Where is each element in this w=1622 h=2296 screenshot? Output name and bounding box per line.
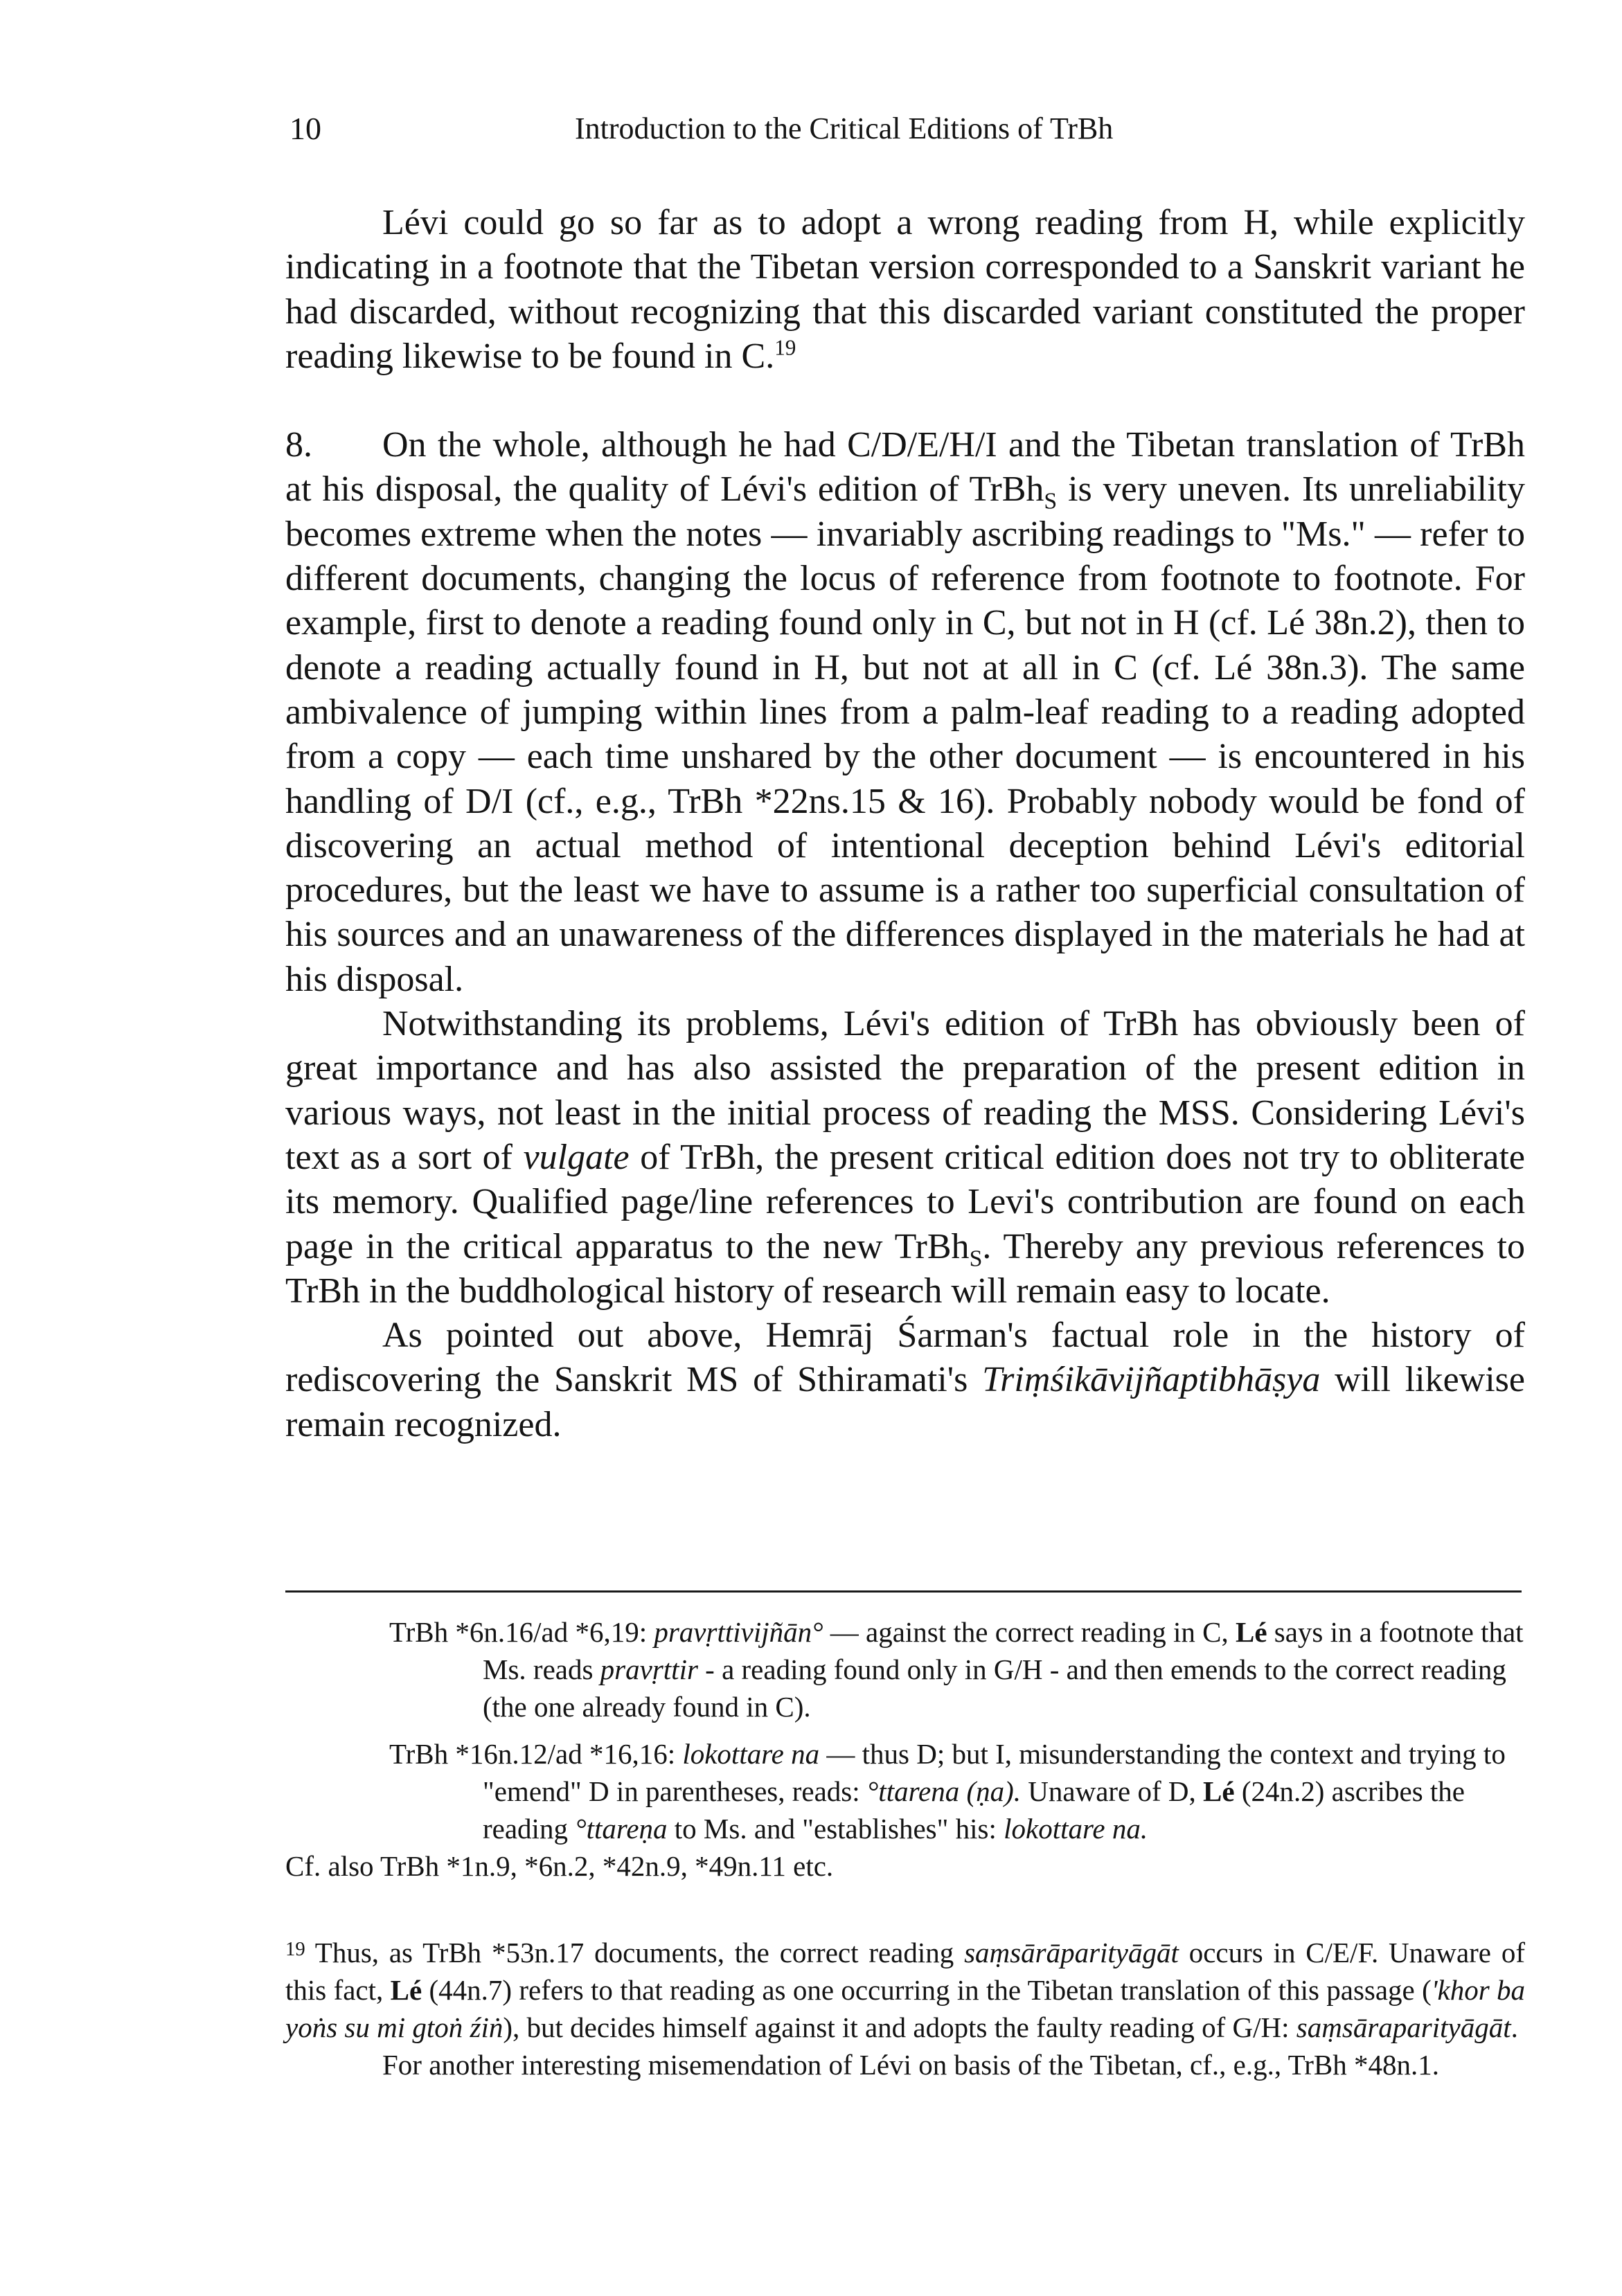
- note-cf-also: Cf. also TrBh *1n.9, *6n.2, *42n.9, *49n.11 etc.: [285, 1850, 834, 1882]
- note-trbh-16n12: TrBh *16n.12/ad *16,16: lokottare na — thus D; but I, misunderstanding the context and trying to "emend" D in parentheses, reads: °ttarena (ṇa). Unaware of D, Lé (24n.2) ascribes the reading °ttareṇa to Ms. and "establishes" his: lokottare na.: [389, 1738, 1506, 1845]
- footnote-19-continued: For another interesting misemendation of Lévi on basis of the Tibetan, cf., e.g., TrBh *48n.1.: [382, 2049, 1439, 2081]
- paragraph-number: 8.: [285, 425, 312, 465]
- page-number: 10: [289, 111, 321, 146]
- main-text: [285, 201, 1525, 1447]
- footnotes: [285, 1613, 1525, 2083]
- paragraph-notwithstanding: Notwithstanding its problems, Lévi's edition of TrBh has obviously been of great importance and has also assisted the preparation of the present edition in various ways, not least in the initial process of reading the MSS. Considering Lévi's text as a sort of vulgate of TrBh, the present critical edition does not try to obliterate its memory. Qualified page/line references to Levi's contribution are found on each page in the critical apparatus to the new TrBh$_S$. Thereby any previous references to TrBh in the buddhological history of research will remain easy to locate.: [285, 1004, 1526, 1311]
- running-head: Introduction to the Critical Editions of TrBh: [575, 111, 1114, 145]
- footnote-marker: 19: [285, 1938, 305, 1960]
- paragraph-as-pointed-out: As pointed out above, Hemrāj Śarman's factual role in the history of rediscovering the Sanskrit MS of Sthiramati's Triṃśikāvijñaptibhāṣya will likewise remain recognized.: [285, 1316, 1525, 1444]
- paragraph-1: Lévi could go so far as to adopt a wrong reading from H, while explicitly indicating in a footnote that the Tibetan version corresponded to a Sanskrit variant he had discarded, without recognizing that this discarded variant constituted the proper reading likewise to be found in C.$^{19}$: [285, 203, 1525, 376]
- note-trbh-6n16: TrBh *6n.16/ad *6,19: pravṛttivijñān° — against the correct reading in C, Lé says in a footnote that Ms. reads pravṛttir - a reading found only in G/H - and then emends to the correct reading (the one already found in C).: [389, 1616, 1524, 1723]
- paragraph-8: 8. On the whole, although he had C/D/E/H/I and the Tibetan translation of TrBh at his disposal, the quality of Lévi's edition of TrBh$_S$ is very uneven. Its unreliability becomes extreme when the notes — invariably ascribing readings to "Ms." — refer to different documents, changing the locus of reference from footnote to footnote. For example, first to denote a reading found only in C, but not in H (cf. Lé 38n.2), then to denote a reading actually found in H, but not at all in C (cf. Lé 38n.3). The same ambivalence of jumping within lines from a palm-leaf reading to a reading adopted from a copy — each time unshared by the other document — is encountered in his handling of D/I (cf., e.g., TrBh *22ns.15 & 16). Probably nobody would be fond of discovering an actual method of intentional deception behind Lévi's editorial procedures, but the least we have to assume is a rather too superficial consultation of his sources and an unawareness of the differences displayed in the materials he had at his disposal.: [285, 423, 1525, 1002]
- footnote-19: $^{19}$ Thus, as TrBh *53n.17 documents, the correct reading saṃsārāparityāgāt occurs in C/E/F. Unaware of this fact, Lé (44n.7) refers to that reading as one occurring in the Tibetan translation of this passage ('khor ba yoṅs su mi gtoṅ źiṅ), but decides himself against it and adopts the faulty reading of G/H: saṃsāraparityāgāt.: [285, 1937, 1526, 2044]
- footnote-ref-19: 19: [774, 335, 796, 360]
- footnote-divider: [285, 1590, 1522, 1593]
